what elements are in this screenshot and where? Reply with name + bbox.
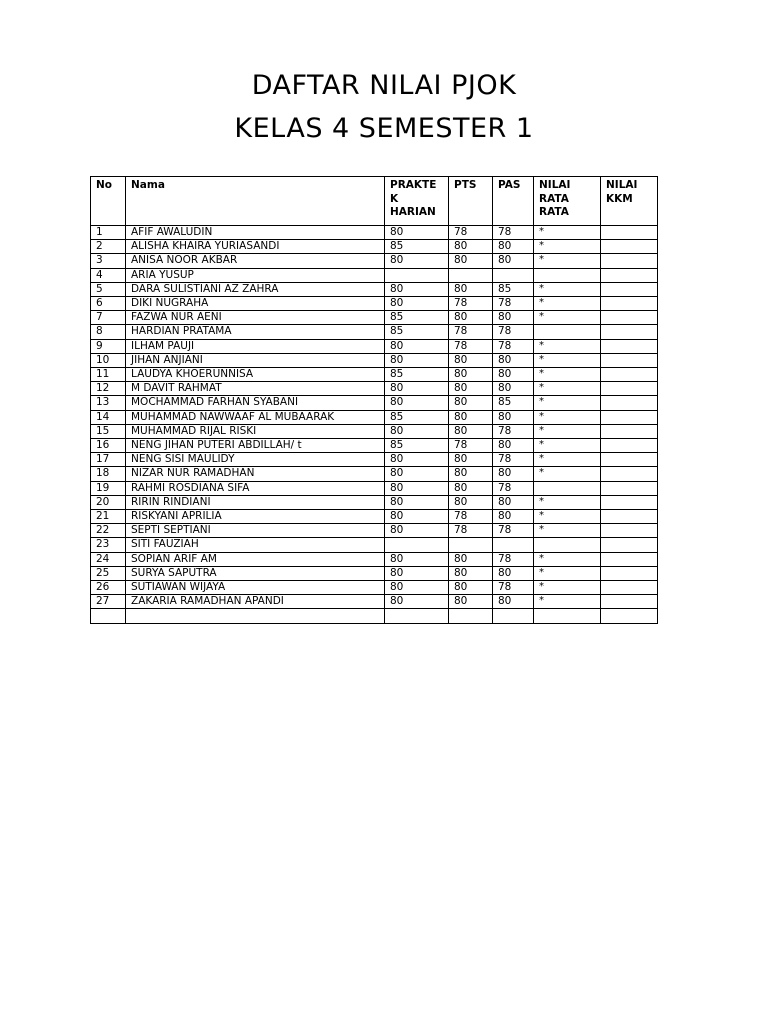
cell-pas: 80 <box>493 595 534 609</box>
cell-no: 27 <box>91 595 126 609</box>
cell-no: 19 <box>91 481 126 495</box>
cell-pas: 80 <box>493 439 534 453</box>
cell-no: 26 <box>91 581 126 595</box>
table-row <box>91 453 658 467</box>
table-row <box>91 595 658 609</box>
cell-no: 25 <box>91 566 126 580</box>
cell-pts: 80 <box>449 353 493 367</box>
cell-rata: * <box>534 226 601 240</box>
cell-pts: 80 <box>449 240 493 254</box>
cell-nama: DIKI NUGRAHA <box>126 297 385 311</box>
cell-pts: 80 <box>449 495 493 509</box>
cell-nama: MOCHAMMAD FARHAN SYABANI <box>126 396 385 410</box>
cell-no: 13 <box>91 396 126 410</box>
cell-pts: 80 <box>449 254 493 268</box>
cell-kkm <box>601 226 658 240</box>
cell-pts: 80 <box>449 311 493 325</box>
cell-pas: 80 <box>493 254 534 268</box>
cell-no: 7 <box>91 311 126 325</box>
cell-praktek: 85 <box>385 311 449 325</box>
cell-praktek: 80 <box>385 396 449 410</box>
cell-nama: RAHMI ROSDIANA SIFA <box>126 481 385 495</box>
cell-pas: 80 <box>493 353 534 367</box>
table-row <box>91 410 658 424</box>
cell-praktek: 80 <box>385 481 449 495</box>
cell-pas: 78 <box>493 424 534 438</box>
cell-praktek: 80 <box>385 339 449 353</box>
cell-pas: 78 <box>493 581 534 595</box>
cell-pas: 80 <box>493 311 534 325</box>
cell-rata: * <box>534 368 601 382</box>
cell-nama: ALISHA KHAIRA YURIASANDI <box>126 240 385 254</box>
cell-rata: * <box>534 311 601 325</box>
cell-rata: * <box>534 339 601 353</box>
cell-praktek: 80 <box>385 254 449 268</box>
header-rata: NILAI RATA RATA <box>534 177 601 226</box>
cell-rata: * <box>534 552 601 566</box>
cell-nama: MUHAMMAD NAWWAAF AL MUBAARAK <box>126 410 385 424</box>
cell-pts: 78 <box>449 226 493 240</box>
cell-no: 3 <box>91 254 126 268</box>
cell-rata: * <box>534 439 601 453</box>
cell-pas: 80 <box>493 495 534 509</box>
cell-rata: * <box>534 424 601 438</box>
cell-nama: ANISA NOOR AKBAR <box>126 254 385 268</box>
cell-no: 11 <box>91 368 126 382</box>
cell-kkm <box>601 396 658 410</box>
cell-nama: NIZAR NUR RAMADHAN <box>126 467 385 481</box>
cell-nama: NENG JIHAN PUTERI ABDILLAH/ t <box>126 439 385 453</box>
table-row <box>91 297 658 311</box>
header-kkm: NILAI KKM <box>601 177 658 226</box>
cell-praktek: 80 <box>385 581 449 595</box>
cell-pts: 80 <box>449 396 493 410</box>
cell-no: 24 <box>91 552 126 566</box>
cell-rata <box>534 609 601 623</box>
cell-praktek: 80 <box>385 424 449 438</box>
cell-kkm <box>601 368 658 382</box>
cell-pas <box>493 268 534 282</box>
page-title: DAFTAR NILAI PJOK <box>251 70 517 101</box>
cell-no: 2 <box>91 240 126 254</box>
cell-pas: 78 <box>493 552 534 566</box>
cell-rata: * <box>534 297 601 311</box>
cell-rata: * <box>534 396 601 410</box>
cell-nama: SUTIAWAN WIJAYA <box>126 581 385 595</box>
cell-rata: * <box>534 282 601 296</box>
table-row <box>91 368 658 382</box>
table-row <box>91 353 658 367</box>
cell-rata: * <box>534 382 601 396</box>
cell-pts: 80 <box>449 410 493 424</box>
table-row <box>91 339 658 353</box>
cell-praktek: 80 <box>385 495 449 509</box>
cell-pts: 80 <box>449 595 493 609</box>
cell-pts: 78 <box>449 524 493 538</box>
cell-no: 21 <box>91 510 126 524</box>
cell-praktek: 85 <box>385 368 449 382</box>
header-pas: PAS <box>493 177 534 226</box>
table-row <box>91 609 658 623</box>
cell-pts: 80 <box>449 382 493 396</box>
cell-praktek: 80 <box>385 510 449 524</box>
cell-pts: 78 <box>449 297 493 311</box>
cell-praktek: 80 <box>385 552 449 566</box>
cell-rata: * <box>534 495 601 509</box>
cell-pts: 80 <box>449 467 493 481</box>
cell-rata: * <box>534 453 601 467</box>
cell-praktek: 80 <box>385 566 449 580</box>
cell-nama: ARIA YUSUP <box>126 268 385 282</box>
cell-kkm <box>601 495 658 509</box>
table-row <box>91 467 658 481</box>
cell-nama: SOPIAN ARIF AM <box>126 552 385 566</box>
cell-praktek: 80 <box>385 297 449 311</box>
cell-rata: * <box>534 595 601 609</box>
cell-kkm <box>601 410 658 424</box>
cell-nama: MUHAMMAD RIJAL RISKI <box>126 424 385 438</box>
table-row <box>91 481 658 495</box>
table-row <box>91 424 658 438</box>
cell-pas <box>493 538 534 552</box>
cell-kkm <box>601 453 658 467</box>
cell-kkm <box>601 424 658 438</box>
cell-nama: SITI FAUZIAH <box>126 538 385 552</box>
cell-no <box>91 609 126 623</box>
table-row <box>91 538 658 552</box>
table-row <box>91 325 658 339</box>
cell-nama: SURYA SAPUTRA <box>126 566 385 580</box>
cell-pas: 78 <box>493 297 534 311</box>
cell-nama: AFIF AWALUDIN <box>126 226 385 240</box>
cell-kkm <box>601 439 658 453</box>
cell-kkm <box>601 311 658 325</box>
cell-pas: 80 <box>493 467 534 481</box>
table-row <box>91 495 658 509</box>
cell-rata: * <box>534 510 601 524</box>
cell-pas: 80 <box>493 510 534 524</box>
cell-rata <box>534 481 601 495</box>
cell-pas: 85 <box>493 396 534 410</box>
table-row <box>91 311 658 325</box>
cell-rata <box>534 268 601 282</box>
cell-no: 6 <box>91 297 126 311</box>
cell-rata <box>534 538 601 552</box>
cell-kkm <box>601 467 658 481</box>
cell-rata: * <box>534 410 601 424</box>
cell-pts: 80 <box>449 481 493 495</box>
cell-pts <box>449 609 493 623</box>
cell-nama: M DAVIT RAHMAT <box>126 382 385 396</box>
cell-pts: 78 <box>449 439 493 453</box>
cell-no: 15 <box>91 424 126 438</box>
cell-no: 18 <box>91 467 126 481</box>
cell-kkm <box>601 282 658 296</box>
cell-pts <box>449 268 493 282</box>
table-row <box>91 396 658 410</box>
cell-praktek: 80 <box>385 353 449 367</box>
cell-praktek: 80 <box>385 226 449 240</box>
cell-rata: * <box>534 566 601 580</box>
cell-kkm <box>601 353 658 367</box>
cell-praktek <box>385 268 449 282</box>
table-row <box>91 254 658 268</box>
page-subtitle: KELAS 4 SEMESTER 1 <box>234 113 534 144</box>
table-row <box>91 439 658 453</box>
cell-nama <box>126 609 385 623</box>
cell-pts: 80 <box>449 453 493 467</box>
cell-nama: RISKYANI APRILIA <box>126 510 385 524</box>
cell-praktek: 85 <box>385 439 449 453</box>
cell-no: 4 <box>91 268 126 282</box>
cell-praktek: 80 <box>385 524 449 538</box>
table-row <box>91 382 658 396</box>
table-row <box>91 226 658 240</box>
cell-pts: 80 <box>449 566 493 580</box>
cell-pas: 78 <box>493 481 534 495</box>
cell-pts: 80 <box>449 424 493 438</box>
cell-rata: * <box>534 353 601 367</box>
header-praktek: PRAKTE K HARIAN <box>385 177 449 226</box>
table-row <box>91 524 658 538</box>
table-row <box>91 510 658 524</box>
cell-no: 22 <box>91 524 126 538</box>
cell-nama: LAUDYA KHOERUNNISA <box>126 368 385 382</box>
cell-praktek <box>385 538 449 552</box>
cell-kkm <box>601 595 658 609</box>
cell-kkm <box>601 609 658 623</box>
cell-no: 9 <box>91 339 126 353</box>
cell-nama: HARDIAN PRATAMA <box>126 325 385 339</box>
cell-kkm <box>601 552 658 566</box>
cell-rata: * <box>534 524 601 538</box>
cell-nama: ZAKARIA RAMADHAN APANDI <box>126 595 385 609</box>
cell-rata: * <box>534 240 601 254</box>
cell-rata: * <box>534 254 601 268</box>
table-row <box>91 581 658 595</box>
cell-pas: 78 <box>493 339 534 353</box>
cell-pas: 85 <box>493 282 534 296</box>
cell-pts: 80 <box>449 282 493 296</box>
cell-no: 1 <box>91 226 126 240</box>
cell-kkm <box>601 538 658 552</box>
cell-pas <box>493 609 534 623</box>
cell-pas: 78 <box>493 325 534 339</box>
cell-rata: * <box>534 581 601 595</box>
table-row <box>91 268 658 282</box>
cell-no: 10 <box>91 353 126 367</box>
cell-no: 17 <box>91 453 126 467</box>
cell-kkm <box>601 325 658 339</box>
table-row <box>91 282 658 296</box>
cell-nama: RIRIN RINDIANI <box>126 495 385 509</box>
cell-no: 20 <box>91 495 126 509</box>
cell-praktek: 80 <box>385 453 449 467</box>
cell-no: 14 <box>91 410 126 424</box>
cell-kkm <box>601 382 658 396</box>
cell-pas: 78 <box>493 226 534 240</box>
cell-kkm <box>601 297 658 311</box>
cell-kkm <box>601 339 658 353</box>
cell-rata <box>534 325 601 339</box>
cell-kkm <box>601 240 658 254</box>
cell-praktek: 85 <box>385 325 449 339</box>
cell-rata: * <box>534 467 601 481</box>
cell-praktek: 80 <box>385 467 449 481</box>
table-row <box>91 240 658 254</box>
header-nama: Nama <box>126 177 385 226</box>
cell-pas: 80 <box>493 566 534 580</box>
cell-no: 5 <box>91 282 126 296</box>
cell-no: 8 <box>91 325 126 339</box>
cell-kkm <box>601 524 658 538</box>
cell-pas: 80 <box>493 368 534 382</box>
cell-pts: 78 <box>449 325 493 339</box>
grades-table <box>90 176 658 624</box>
cell-pas: 78 <box>493 453 534 467</box>
cell-pts: 78 <box>449 510 493 524</box>
cell-nama: ILHAM PAUJI <box>126 339 385 353</box>
cell-kkm <box>601 254 658 268</box>
cell-pts <box>449 538 493 552</box>
cell-pts: 78 <box>449 339 493 353</box>
cell-pas: 80 <box>493 240 534 254</box>
header-no: No <box>91 177 126 226</box>
cell-nama: DARA SULISTIANI AZ ZAHRA <box>126 282 385 296</box>
cell-kkm <box>601 566 658 580</box>
table-row <box>91 566 658 580</box>
table-header-row <box>91 177 658 226</box>
header-pts: PTS <box>449 177 493 226</box>
cell-praktek: 85 <box>385 410 449 424</box>
cell-nama: FAZWA NUR AENI <box>126 311 385 325</box>
cell-pts: 80 <box>449 581 493 595</box>
cell-praktek: 80 <box>385 282 449 296</box>
table-row <box>91 552 658 566</box>
cell-no: 12 <box>91 382 126 396</box>
cell-pts: 80 <box>449 552 493 566</box>
cell-praktek <box>385 609 449 623</box>
cell-kkm <box>601 581 658 595</box>
cell-praktek: 80 <box>385 595 449 609</box>
cell-nama: JIHAN ANJIANI <box>126 353 385 367</box>
cell-kkm <box>601 481 658 495</box>
cell-pas: 80 <box>493 410 534 424</box>
cell-kkm <box>601 510 658 524</box>
cell-no: 23 <box>91 538 126 552</box>
cell-kkm <box>601 268 658 282</box>
cell-nama: NENG SISI MAULIDY <box>126 453 385 467</box>
cell-praktek: 80 <box>385 382 449 396</box>
cell-pts: 80 <box>449 368 493 382</box>
cell-pas: 78 <box>493 524 534 538</box>
cell-praktek: 85 <box>385 240 449 254</box>
cell-nama: SEPTI SEPTIANI <box>126 524 385 538</box>
cell-pas: 80 <box>493 382 534 396</box>
cell-no: 16 <box>91 439 126 453</box>
